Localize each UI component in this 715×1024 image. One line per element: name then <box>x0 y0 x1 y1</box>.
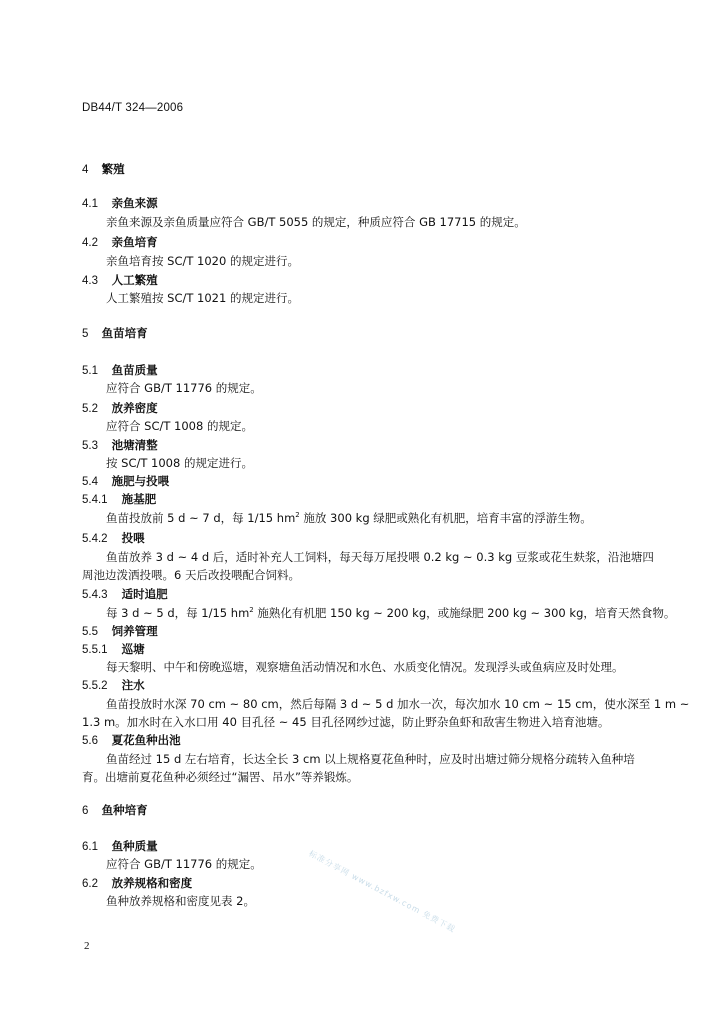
subsubsection-heading <box>82 531 145 546</box>
subsection-number: 4.2 <box>82 237 98 249</box>
subsection-heading <box>82 839 158 854</box>
paragraph: 鱼苗经过 15 d 左右培育，长达全长 3 cm 以上规格夏花鱼种时，应及时出塘过筛分规格分疏转入鱼种培 <box>106 752 635 766</box>
subsubsection-number: 5.4.3 <box>82 589 108 601</box>
paragraph: 每天黎明、中午和傍晚巡塘，观察塘鱼活动情况和水色、水质变化情况。发现浮头或鱼病应及时处理。 <box>106 660 624 674</box>
section-title: 繁殖 <box>101 162 125 176</box>
paragraph: 人工繁殖按 SC/T 1021 的规定进行。 <box>106 291 299 305</box>
subsubsection-heading <box>82 678 145 693</box>
section-title: 鱼种培育 <box>101 803 148 817</box>
subsection-heading <box>82 474 169 489</box>
subsubsection-title: 注水 <box>121 678 145 692</box>
subsection-heading <box>82 363 158 378</box>
subsubsection-heading <box>82 492 156 507</box>
subsubsection-title: 投喂 <box>121 531 145 545</box>
subsection-title: 人工繁殖 <box>111 273 158 287</box>
paragraph-text: 鱼苗投放前 5 d ~ 7 d，每 1/15 hm <box>106 511 296 525</box>
subsubsection-heading <box>82 587 168 602</box>
paragraph: 鱼苗投放时水深 70 cm ~ 80 cm，然后每隔 3 d ~ 5 d 加水一次，每次加水 10 cm ~ 15 cm，使水深至 1 m ~ <box>106 697 690 711</box>
superscript: 2 <box>249 606 254 615</box>
section-heading <box>82 803 148 818</box>
section-heading <box>82 162 125 177</box>
subsection-number: 6.2 <box>82 878 98 890</box>
section-number: 6 <box>82 805 89 817</box>
subsection-heading <box>82 273 158 288</box>
paragraph-continuation: 育。出塘前夏花鱼种必须经过“漏罟、吊水”等养锻炼。 <box>82 770 359 784</box>
subsubsection-heading <box>82 642 145 657</box>
paragraph-continuation: 1.3 m。加水时在入水口用 40 目孔径 ~ 45 目孔径网纱过滤，防止野杂鱼虾和敌害生物进入培育池塘。 <box>82 715 610 729</box>
paragraph: 鱼苗放养 3 d ~ 4 d 后，适时补充人工饲料，每天每万尾投喂 0.2 kg ~ 0.3 kg 豆浆或花生麸浆，沿池塘四 <box>106 550 654 564</box>
paragraph: 鱼种放养规格和密度见表 2。 <box>106 894 255 908</box>
subsection-title: 亲鱼培育 <box>111 235 158 249</box>
paragraph: 按 SC/T 1008 的规定进行。 <box>106 456 253 470</box>
subsection-heading <box>82 438 158 453</box>
subsubsection-number: 5.4.2 <box>82 533 108 545</box>
section-title: 鱼苗培育 <box>101 326 148 340</box>
subsection-number: 5.4 <box>82 476 98 488</box>
page-number: 2 <box>84 940 90 952</box>
paragraph: 亲鱼来源及亲鱼质量应符合 GB/T 5055 的规定，种质应符合 GB 17715 的规定。 <box>106 215 526 229</box>
subsection-number: 5.3 <box>82 440 98 452</box>
subsection-title: 放养密度 <box>111 401 158 415</box>
paragraph: 应符合 SC/T 1008 的规定。 <box>106 419 253 433</box>
subsection-title: 亲鱼来源 <box>111 196 158 210</box>
subsection-heading <box>82 401 158 416</box>
subsection-title: 夏花鱼种出池 <box>111 733 181 747</box>
subsubsection-title: 施基肥 <box>121 492 157 506</box>
subsubsection-title: 适时追肥 <box>121 587 168 601</box>
subsection-title: 饲养管理 <box>111 624 158 638</box>
subsection-number: 4.3 <box>82 275 98 287</box>
subsection-title: 池塘清整 <box>111 438 158 452</box>
subsection-number: 5.2 <box>82 403 98 415</box>
section-number: 4 <box>82 164 89 176</box>
paragraph-text: 施放 300 kg 绿肥或熟化有机肥，培育丰富的浮游生物。 <box>299 511 592 525</box>
subsection-heading <box>82 196 158 211</box>
paragraph-text: 施熟化有机肥 150 kg ~ 200 kg，或施绿肥 200 kg ~ 300 kg，培育天然食物。 <box>253 606 676 620</box>
paragraph: 应符合 GB/T 11776 的规定。 <box>106 381 262 395</box>
section-heading <box>82 326 148 341</box>
subsection-number: 5.5 <box>82 626 98 638</box>
subsubsection-number: 5.4.1 <box>82 494 108 506</box>
paragraph: 应符合 GB/T 11776 的规定。 <box>106 857 262 871</box>
subsection-heading <box>82 624 158 639</box>
subsubsection-number: 5.5.1 <box>82 644 108 656</box>
subsection-title: 鱼苗质量 <box>111 363 158 377</box>
paragraph <box>106 606 675 620</box>
paragraph-text: 每 3 d ~ 5 d，每 1/15 hm <box>106 606 250 620</box>
document-code: DB44/T 324—2006 <box>82 102 184 114</box>
section-number: 5 <box>82 328 89 340</box>
subsection-number: 5.6 <box>82 735 98 747</box>
subsection-heading <box>82 235 158 250</box>
subsection-number: 5.1 <box>82 365 98 377</box>
subsection-heading <box>82 733 181 748</box>
subsection-title: 施肥与投喂 <box>111 474 170 488</box>
subsubsection-title: 巡塘 <box>121 642 145 656</box>
subsection-heading <box>82 876 192 891</box>
subsection-title: 放养规格和密度 <box>111 876 193 890</box>
paragraph: 亲鱼培育按 SC/T 1020 的规定进行。 <box>106 254 299 268</box>
watermark: 标准分享网 www.bzfxw.com 免费下载 <box>307 848 458 935</box>
subsection-number: 6.1 <box>82 841 98 853</box>
subsubsection-number: 5.5.2 <box>82 680 108 692</box>
subsection-number: 4.1 <box>82 198 98 210</box>
superscript: 2 <box>295 511 300 520</box>
paragraph <box>106 511 592 525</box>
paragraph-continuation: 周池边泼洒投喂。6 天后改投喂配合饲料。 <box>82 568 300 582</box>
subsection-title: 鱼种质量 <box>111 839 158 853</box>
